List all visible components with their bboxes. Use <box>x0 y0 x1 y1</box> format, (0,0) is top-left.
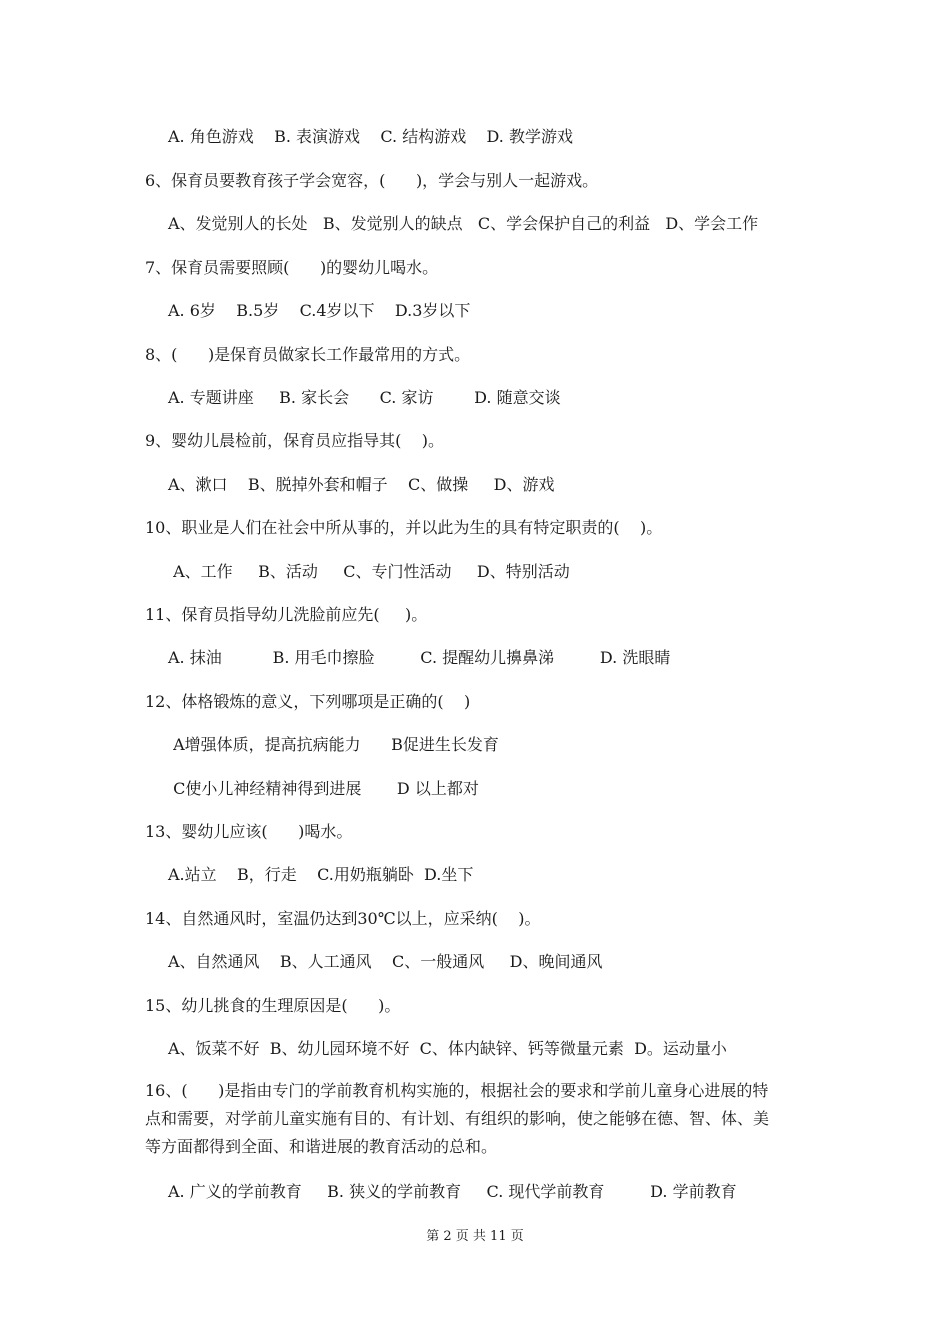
question-stem: 14、自然通风时，室温仍达到30℃以上，应采纳( )。 <box>145 909 541 928</box>
answer-options: A. 专题讲座 B. 家长会 C. 家访 D. 随意交谈 <box>168 388 561 407</box>
answer-options: A、饭菜不好 B、幼儿园环境不好 C、体内缺锌、钙等微量元素 D。运动量小 <box>168 1039 727 1058</box>
question-stem: 10、职业是人们在社会中所从事的，并以此为生的具有特定职责的( )。 <box>145 518 663 537</box>
question-stem: 15、幼儿挑食的生理原因是( )。 <box>145 996 401 1015</box>
answer-options: A.站立 B，行走 C.用奶瓶躺卧 D.坐下 <box>168 865 474 884</box>
page-footer: 第 2 页 共 11 页 <box>426 1229 524 1244</box>
answer-options: C使小儿神经精神得到进展 D 以上都对 <box>168 779 479 798</box>
question-stem: 6、保育员要教育孩子学会宽容，( )，学会与别人一起游戏。 <box>145 171 599 190</box>
answer-options: A. 6岁 B.5岁 C.4岁以下 D.3岁以下 <box>168 301 471 320</box>
answer-options: A. 角色游戏 B. 表演游戏 C. 结构游戏 D. 教学游戏 <box>168 127 573 146</box>
question-16 <box>145 1077 810 1161</box>
answer-options: A、发觉别人的长处 B、发觉别人的缺点 C、学会保护自己的利益 D、学会工作 <box>168 214 759 233</box>
question-16-line-3: 等方面都得到全面、和谐进展的教育活动的总和。 <box>145 1137 498 1156</box>
answer-options: A、漱口 B、脱掉外套和帽子 C、做操 D、游戏 <box>168 475 555 494</box>
question-stem: 13、婴幼儿应该( )喝水。 <box>145 822 353 841</box>
answer-options: A、工作 B、活动 C、专门性活动 D、特别活动 <box>168 562 570 581</box>
question-stem: 9、婴幼儿晨检前，保育员应指导其( )。 <box>145 431 445 450</box>
question-16-line-1: 16、( )是指由专门的学前教育机构实施的，根据社会的要求和学前儿童身心进展的特 <box>145 1081 769 1100</box>
answer-options: A、自然通风 B、人工通风 C、一般通风 D、晚间通风 <box>168 952 603 971</box>
answer-options: A. 广义的学前教育 B. 狭义的学前教育 C. 现代学前教育 D. 学前教育 <box>168 1182 737 1201</box>
question-stem: 7、保育员需要照顾( )的婴幼儿喝水。 <box>145 258 439 277</box>
question-stem: 12、体格锻炼的意义，下列哪项是正确的( ) <box>145 692 471 711</box>
question-16-line-2: 点和需要，对学前儿童实施有目的、有计划、有组织的影响，使之能够在德、智、体、美 <box>145 1109 770 1128</box>
question-stem: 11、保育员指导幼儿洗脸前应先( )。 <box>145 605 428 624</box>
answer-options: A增强体质，提高抗病能力 B促进生长发育 <box>168 735 499 754</box>
answer-options: A. 抹油 B. 用毛巾擦脸 C. 提醒幼儿擤鼻涕 D. 洗眼睛 <box>168 648 671 667</box>
question-stem: 8、( )是保育员做家长工作最常用的方式。 <box>145 345 471 364</box>
